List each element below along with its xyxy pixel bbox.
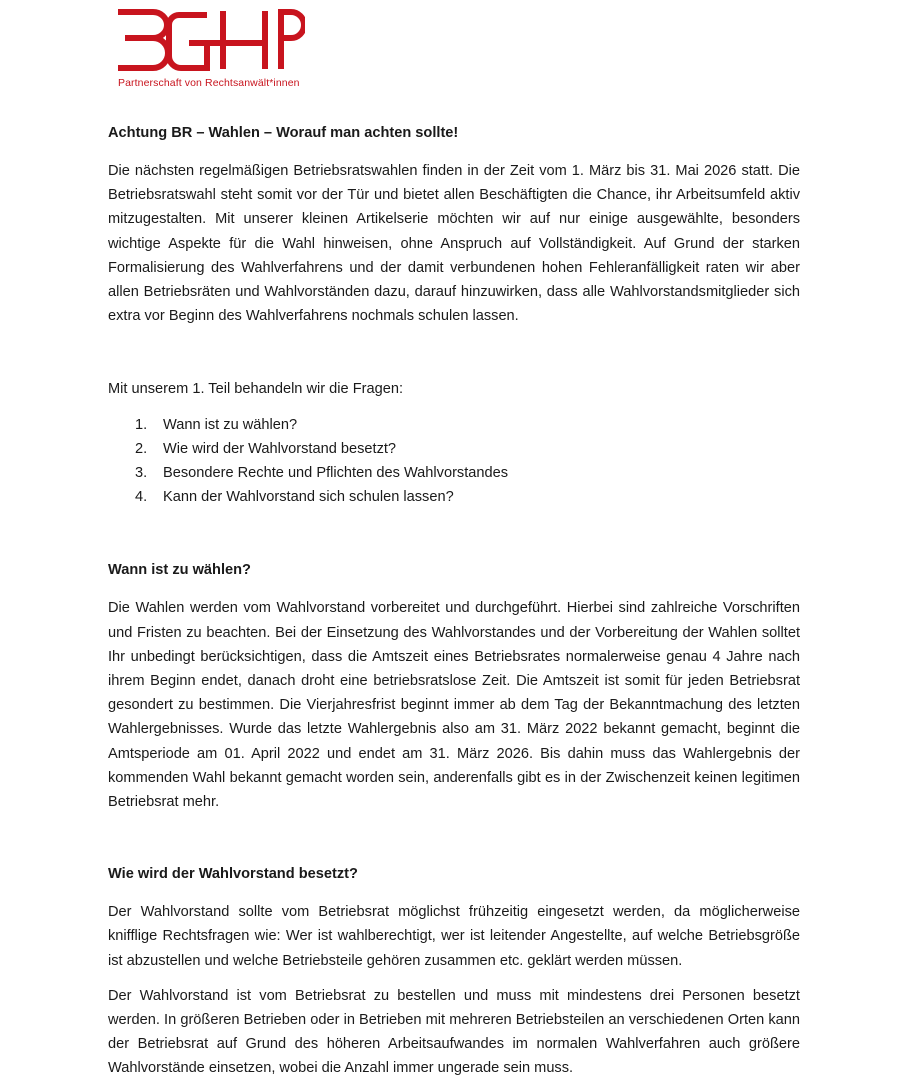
section-heading-wahlvorstand: Wie wird der Wahlvorstand besetzt? [108, 866, 358, 883]
section-body-wann: Die Wahlen werden vom Wahlvorstand vorbereitet und durchgeführt. Hierbei sind zahlreiche Vorschriften und Fristen zu beachten. Bei der Einsetzung des Wahlvorstandes und der Vorbereitung der Wahlen solltet Ihr unbedingt berücksichtigen, dass die Amtszeit eines Betriebsrates normalerweise genau 4 Jahre nach ihrem Beginn endet, danach droht eine betriebsratslose Zeit. Die Amtszeit ist somit für jeden Betriebsrat gesondert zu bestimmen. Die Vierjahresfrist beginnt immer ab dem Tag der Bekanntmachung des letzten Wahlergebnisses. Wurde das letzte Wahlergebnis also am 31. März 2022 bekannt gemacht, beginnt die Amtsperiode am 01. April 2022 und endet am 31. März 2026. Bis dahin muss das Wahlergebnis der kommenden Wahl bekannt gemacht worden sein, anderenfalls gibt es in der Zwischenzeit keinen legitimen Betriebsrat mehr. [108, 600, 800, 811]
section-body-wahlvorstand-1: Der Wahlvorstand sollte vom Betriebsrat möglichst frühzeitig eingesetzt werden, da möglicherweise knifflige Rechtsfragen wie: Wer ist wahlberechtigt, wer ist leitender Angestellte, auf welche Betriebsgröße ist abzustellen und welche Betriebsteile gehören zusammen etc. geklärt werden müssen. [108, 904, 800, 969]
bghp-logo-mark [115, 8, 305, 72]
bghp-logo [115, 8, 305, 72]
section-heading-wann: Wann ist zu wählen? [108, 562, 251, 579]
article [108, 121, 800, 1081]
list-item: 1. Wann ist zu wählen? [135, 416, 298, 433]
list-item: 2. Wie wird der Wahlvorstand besetzt? [135, 440, 397, 457]
list-item: 4. Kann der Wahlvorstand sich schulen lassen? [135, 489, 454, 506]
question-list [108, 413, 800, 510]
list-item: 3. Besondere Rechte und Pflichten des Wahlvorstandes [135, 465, 509, 482]
list-intro: Mit unserem 1. Teil behandeln wir die Fragen: [108, 381, 404, 398]
section-body-wahlvorstand-2: Der Wahlvorstand ist vom Betriebsrat zu bestellen und muss mit mindestens drei Personen besetzt werden. In größeren Betrieben oder in Betrieben mit mehreren Betriebsteilen an verschiedenen Orten kann der Betriebsrat auf Grund des höheren Arbeitsaufwandes im normalen Wahlverfahren auch größere Wahlvorstände einsetzen, wobei die Anzahl immer ungerade sein muss. [108, 987, 800, 1077]
logo-subtitle: Partnerschaft von Rechtsanwält*innen [118, 77, 300, 89]
intro-paragraph: Die nächsten regelmäßigen Betriebsratswahlen finden in der Zeit vom 1. März bis 31. Mai 2026 statt. Die Betriebsratswahl steht somit vor der Tür und bietet allen Beschäftigten die Chance, ihr Arbeitsumfeld aktiv mitzugestalten. Mit unserer kleinen Artikelserie möchten wir auf nur einige ausgewählte, besonders wichtige Aspekte für die Wahl hinweisen, ohne Anspruch auf Vollständigkeit. Auf Grund der starken Formalisierung des Wahlverfahrens und der damit verbundenen hohen Fehleranfälligkeit raten wir aber allen Betriebsräten und Wahlvorständen dazu, darauf hinzuwirken, dass alle Wahlvorstandsmitglieder sich extra vor Beginn des Wahlverfahrens nochmals schulen lassen. [108, 163, 800, 325]
article-title: Achtung BR – Wahlen – Worauf man achten sollte! [108, 125, 459, 141]
